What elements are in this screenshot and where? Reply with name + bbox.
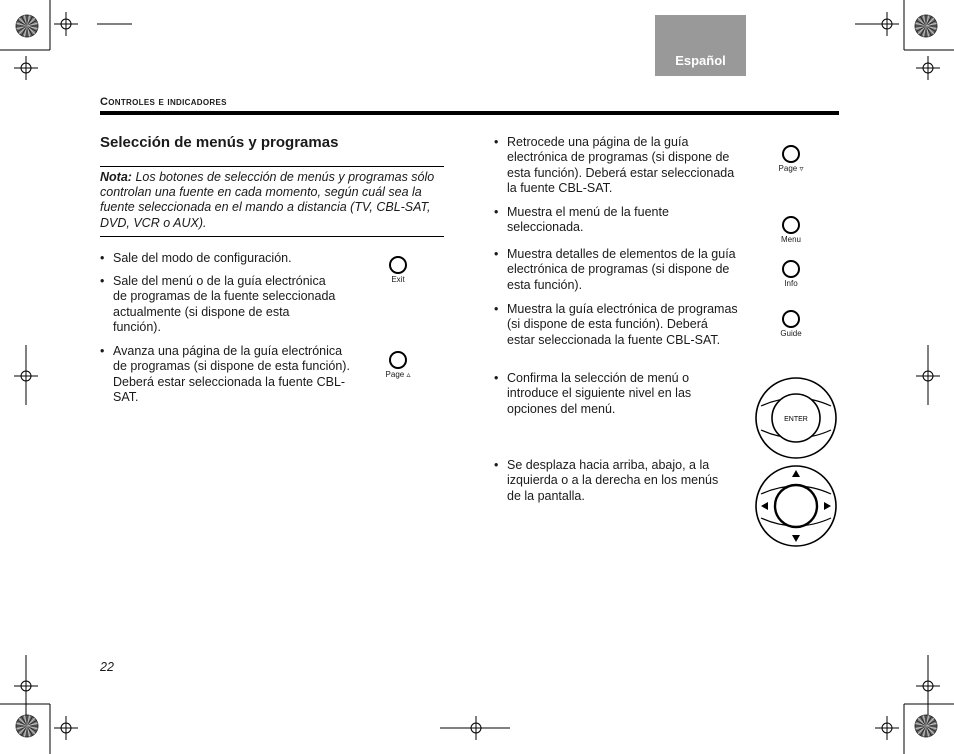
list-item-text: Muestra la guía electrónica de programas (si dispone de esta función). Deberá estar seleccionada la fuente CBL-SAT.	[507, 302, 738, 347]
registration-starburst	[915, 15, 937, 37]
page-down-label: Page ▿	[778, 164, 804, 173]
enter-pad-icon	[754, 376, 838, 460]
list-item-text: Se desplaza hacia arriba, abajo, a la izquierda o a la derecha en los menús de la pantalla.	[507, 458, 719, 503]
info-button-icon	[771, 260, 811, 289]
list-item-text: Avanza una página de la guía electrónica de programas (si dispone de esta función). Deberá estar seleccionada la fuente CBL-SAT.	[113, 344, 350, 404]
registration-crosshair	[54, 12, 78, 36]
list-item	[494, 371, 722, 417]
registration-starburst	[16, 715, 38, 737]
list-item-text: Retrocede una página de la guía electrónica de programas (si dispone de esta función). Deberá estar seleccionada la fuente CBL-SAT.	[507, 135, 735, 195]
registration-crosshair	[875, 12, 899, 36]
info-label: Info	[784, 279, 798, 288]
registration-crosshair	[14, 56, 38, 80]
list-item	[100, 274, 340, 335]
page-down-button-icon	[771, 145, 811, 174]
note-bottom-rule	[100, 236, 444, 237]
list-item	[494, 247, 739, 293]
list-item-text: Confirma la selección de menú o introduce el siguiente nivel en las opciones del menú.	[507, 371, 692, 416]
registration-starburst	[16, 15, 38, 37]
section-header: Controles e indicadores	[100, 96, 227, 108]
registration-crosshair	[54, 716, 78, 740]
guide-label: Guide	[780, 329, 802, 338]
exit-button-icon	[378, 256, 418, 285]
list-item-text: Sale del menú o de la guía electrónica de programas de la fuente seleccionada actualmente (si dispone de esta función).	[113, 274, 336, 334]
list-item-text: Muestra el menú de la fuente seleccionada.	[507, 205, 669, 235]
list-item	[100, 344, 350, 405]
list-item-text: Sale del modo de configuración.	[113, 251, 292, 265]
registration-starburst	[915, 715, 937, 737]
language-tab	[655, 15, 746, 76]
note-text: Los botones de selección de menús y programas sólo controlan una fuente en cada momento, según cuál sea la fuente seleccionada en el mando a distancia (TV, CBL-SAT, DVD, VCR o AUX).	[100, 170, 435, 230]
registration-crosshair	[875, 716, 899, 740]
list-item	[100, 251, 340, 266]
language-label: Español	[675, 53, 726, 68]
page-number: 22	[100, 660, 114, 674]
list-item-text: Muestra detalles de elementos de la guía electrónica de programas (si dispone de esta función).	[507, 247, 736, 292]
page-up-label: Page ▵	[385, 370, 411, 379]
list-item	[494, 135, 739, 196]
menu-label: Menu	[780, 235, 801, 244]
note-top-rule	[100, 166, 444, 167]
page-title: Selección de menús y programas	[100, 134, 339, 151]
exit-label: Exit	[391, 275, 405, 284]
enter-label: ENTER	[784, 416, 808, 423]
note-label: Nota:	[100, 170, 132, 184]
list-item	[494, 458, 734, 504]
menu-button-icon	[771, 216, 811, 245]
list-item	[494, 205, 739, 236]
list-item	[494, 302, 739, 348]
section-divider	[100, 111, 839, 115]
guide-button-icon	[771, 310, 811, 339]
note-box	[100, 170, 444, 231]
registration-crosshair	[916, 56, 940, 80]
direction-pad-icon	[754, 464, 838, 548]
page-up-button-icon	[378, 351, 418, 380]
